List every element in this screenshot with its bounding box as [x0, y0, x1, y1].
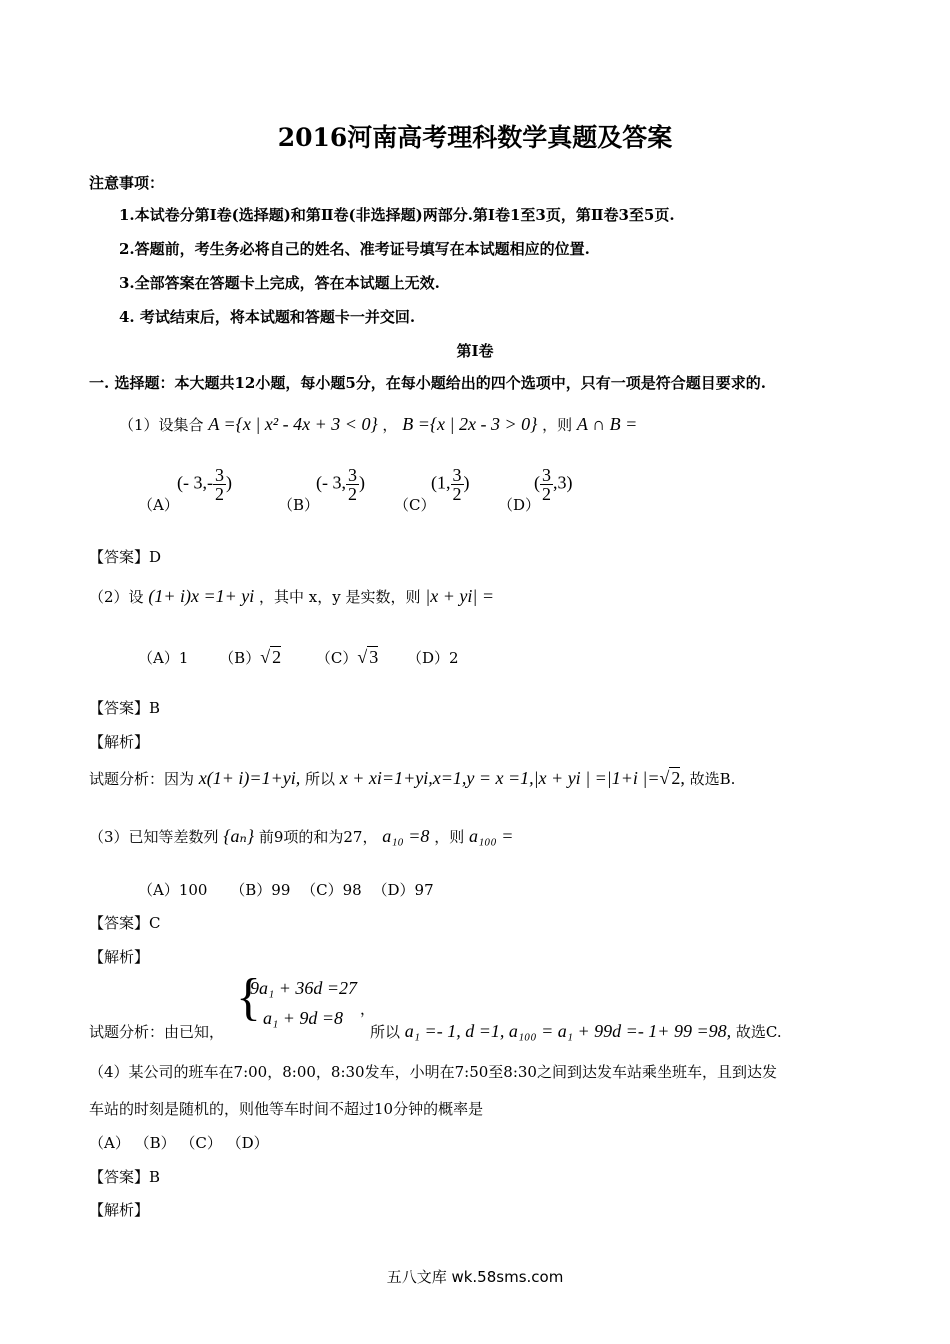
q2-analysis-eq1: x(1+ i)=1+yi, [198, 768, 301, 788]
q3-opt-c: （C）98 [301, 881, 362, 899]
q3-sequence: {aₙ} [223, 826, 255, 846]
page-title: 2016河南高考理科数学真题及答案 [277, 123, 673, 152]
q2-prefix: （2）设 [89, 588, 144, 606]
q2-abs: |x + yi| = [425, 586, 494, 606]
q3-system-eq2: a₁ + 9d =8 [263, 1008, 344, 1028]
note-item-1: 1.本试卷分第Ⅰ卷(选择题)和第Ⅱ卷(非选择题)两部分.第Ⅰ卷1至3页，第Ⅱ卷3至5页. [119, 206, 675, 224]
q3-prefix: （3）已知等差数列 [89, 828, 219, 846]
q1-opt-c-post: ) [463, 472, 470, 493]
section-1-heading: 一. 选择题：本大题共12小题，每小题5分，在每小题给出的四个选项中，只有一项是符合题目要求的. [89, 374, 766, 392]
q2-equation: (1+ i)x =1+ yi [148, 586, 255, 606]
q3-system-brace: { [236, 969, 261, 1026]
q2-analysis-end: 故选B. [689, 770, 736, 788]
q3-analysis-mid: 所以 [370, 1023, 401, 1041]
q1-opt-b-pre: (- 3, [316, 472, 346, 493]
q2-opt-d: （D）2 [407, 649, 459, 667]
q1-opt-d-post: ,3) [553, 472, 573, 493]
q1-opt-a-frac: $\frac{3}{2}$ [214, 465, 224, 504]
q4-options: （A） （B） （C） （D） [89, 1134, 269, 1152]
q2-opt-a: （A）1 [138, 649, 189, 667]
q3-opt-b: （B）99 [230, 881, 291, 899]
q2-analysis [89, 768, 735, 789]
q2-answer: 【答案】B [89, 699, 161, 717]
q1-stem [119, 414, 637, 435]
q2-analysis-sqrt: √ 2, [659, 768, 685, 788]
q1-opt-a-pre: (- 3,- [177, 472, 213, 493]
q1-opt-b-label: （B） [278, 496, 320, 514]
q1-opt-d [534, 466, 573, 503]
q1-opt-d-frac: $\frac{3}{2}$ [542, 465, 551, 504]
q3-analysis-result: a₁ =- 1, d =1, a₁₀₀ = a₁ + 99d =- 1+ 99 =98, [404, 1021, 732, 1041]
q1-opt-b-frac: $\frac{3}{2}$ [348, 465, 357, 504]
q1-tail: ，则 [542, 416, 573, 434]
q2-opt-b: （B） [219, 649, 261, 667]
q3-analysis-body [370, 1021, 782, 1042]
q1-set-a: A ={x | x² - 4x + 3 < 0} [208, 414, 378, 434]
note-item-3: 3.全部答案在答题卡上完成，答在本试题上无效. [119, 274, 440, 292]
q2-opt-c: （C） [315, 649, 358, 667]
q1-opt-a [177, 466, 232, 503]
volume-heading: 第Ⅰ卷 [456, 342, 494, 360]
q1-opt-c-frac: $\frac{3}{2}$ [452, 465, 462, 504]
q2-analysis-label: 【解析】 [89, 733, 150, 751]
q1-opt-d-label: （D） [498, 496, 541, 514]
q1-opt-a-label: （A） [138, 496, 179, 514]
q3-system-comma: ， [360, 1000, 376, 1018]
q4-analysis-label: 【解析】 [89, 1201, 150, 1219]
q2-stem [89, 586, 494, 607]
q3-analysis-prefix: 试题分析：由已知， [89, 1023, 225, 1041]
q1-opt-c [431, 466, 470, 503]
notes-heading: 注意事项： [89, 174, 165, 192]
footer-watermark: 五八文库 wk.58sms.com [386, 1268, 564, 1286]
q3-options [138, 879, 434, 900]
q1-opt-b [316, 466, 365, 503]
q3-opt-a: （A）100 [138, 881, 208, 899]
q3-analysis-end: 故选C. [735, 1023, 782, 1041]
note-item-2: 2.答题前，考生务必将自己的姓名、准考证号填写在本试题相应的位置. [119, 240, 590, 258]
q1-answer: 【答案】D [89, 548, 162, 566]
q3-a100: a₁₀₀ = [468, 826, 514, 846]
q2-mid: ，其中 x，y 是实数，则 [259, 588, 421, 606]
q2-analysis-eq2: x + xi=1+yi,x=1,y = x =1,|x + yi | =|1+i |= [339, 768, 660, 788]
note-item-4: 4. 考试结束后，将本试题和答题卡一并交回. [119, 308, 416, 326]
q3-mid: 前9项的和为27， [258, 828, 378, 846]
q1-mid: ， [382, 416, 398, 434]
q2-options [138, 647, 459, 668]
q3-opt-d: （D）97 [372, 881, 434, 899]
q1-prefix: （1）设集合 [119, 416, 204, 434]
q3-answer: 【答案】C [89, 914, 161, 932]
q1-opt-b-post: ) [359, 472, 365, 493]
q2-analysis-mid: 所以 [305, 770, 336, 788]
q3-a10: a₁₀ =8 [382, 826, 430, 846]
q3-system-eq1: 9a₁ + 36d =27 [250, 978, 358, 998]
q4-stem-line2: 车站的时刻是随机的，则他等车时间不超过10分钟的概率是 [89, 1100, 484, 1118]
q1-opt-a-post: ) [225, 472, 232, 493]
q3-analysis-label: 【解析】 [89, 948, 150, 966]
q1-opt-d-pre: ( [534, 472, 540, 493]
q3-tail: ，则 [434, 828, 465, 846]
q4-stem-line1: （4）某公司的班车在7:00，8:00，8:30发车，小明在7:50至8:30之间到达发车站乘坐班车，且到达发 [89, 1063, 777, 1081]
q2-opt-c-value: √ 3 [357, 647, 379, 667]
q1-opt-c-label: （C） [394, 496, 436, 514]
q4-answer: 【答案】B [89, 1168, 161, 1186]
q2-opt-b-value: √ 2 [260, 647, 282, 667]
q3-stem [89, 826, 513, 847]
q1-expr: A ∩ B = [576, 414, 638, 434]
q2-analysis-prefix: 试题分析：因为 [89, 770, 195, 788]
q1-opt-c-pre: (1, [431, 472, 451, 493]
q1-set-b: B ={x | 2x - 3 > 0} [402, 414, 538, 434]
